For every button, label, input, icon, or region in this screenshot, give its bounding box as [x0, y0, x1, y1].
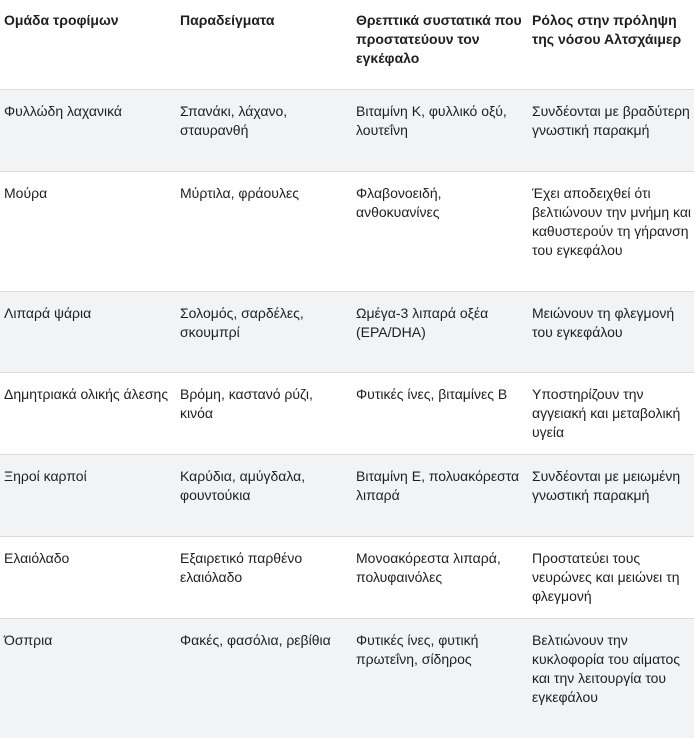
cell-role: Υποστηρίζουν την αγγειακή και μεταβολική υγεία — [528, 373, 694, 455]
table-row — [0, 619, 694, 738]
cell-examples: Καρύδια, αμύγδαλα, φουντούκια — [176, 455, 352, 537]
cell-examples: Μύρτιλα, φράουλες — [176, 172, 352, 292]
cell-examples: Βρόμη, καστανό ρύζι, κινόα — [176, 373, 352, 455]
cell-role: Συνδέονται με μειωμένη γνωστική παρακμή — [528, 455, 694, 537]
cell-food-group: Λιπαρά ψάρια — [0, 292, 176, 373]
table-row — [0, 90, 694, 172]
cell-nutrients: Βιταμίνη Κ, φυλλικό οξύ, λουτεΐνη — [352, 90, 528, 172]
cell-food-group: Ελαιόλαδο — [0, 537, 176, 619]
cell-nutrients: Φυτικές ίνες, φυτική πρωτεΐνη, σίδηρος — [352, 619, 528, 738]
cell-food-group: Όσπρια — [0, 619, 176, 738]
header-nutrients: Θρεπτικά συστατικά που προστατεύουν τον εγκέφαλο — [352, 0, 528, 90]
table-row — [0, 455, 694, 537]
cell-examples: Σολομός, σαρδέλες, σκουμπρί — [176, 292, 352, 373]
table-row — [0, 373, 694, 455]
header-food-group: Ομάδα τροφίμων — [0, 0, 176, 90]
cell-nutrients: Φυτικές ίνες, βιταμίνες Β — [352, 373, 528, 455]
cell-role: Έχει αποδειχθεί ότι βελτιώνουν την μνήμη και καθυστερούν τη γήρανση του εγκεφάλου — [528, 172, 694, 292]
header-examples: Παραδείγματα — [176, 0, 352, 90]
cell-food-group: Μούρα — [0, 172, 176, 292]
table-row — [0, 172, 694, 292]
cell-food-group: Δημητριακά ολικής άλεσης — [0, 373, 176, 455]
table-row — [0, 537, 694, 619]
header-role: Ρόλος στην πρόληψη της νόσου Αλτσχάιμερ — [528, 0, 694, 90]
cell-role: Βελτιώνουν την κυκλοφορία του αίματος και την λειτουργία του εγκεφάλου — [528, 619, 694, 738]
cell-food-group: Φυλλώδη λαχανικά — [0, 90, 176, 172]
cell-examples: Φακές, φασόλια, ρεβίθια — [176, 619, 352, 738]
cell-nutrients: Μονοακόρεστα λιπαρά, πολυφαινόλες — [352, 537, 528, 619]
cell-role: Συνδέονται με βραδύτερη γνωστική παρακμή — [528, 90, 694, 172]
cell-examples: Σπανάκι, λάχανο, σταυρανθή — [176, 90, 352, 172]
cell-role: Μειώνουν τη φλεγμονή του εγκεφάλου — [528, 292, 694, 373]
cell-nutrients: Ωμέγα-3 λιπαρά οξέα (EPA/DHA) — [352, 292, 528, 373]
table-header-row — [0, 0, 694, 90]
cell-role: Προστατεύει τους νευρώνες και μειώνει τη φλεγμονή — [528, 537, 694, 619]
table-row — [0, 292, 694, 373]
cell-nutrients: Βιταμίνη Ε, πολυακόρεστα λιπαρά — [352, 455, 528, 537]
cell-nutrients: Φλαβονοειδή, ανθοκυανίνες — [352, 172, 528, 292]
cell-examples: Εξαιρετικό παρθένο ελαιόλαδο — [176, 537, 352, 619]
cell-food-group: Ξηροί καρποί — [0, 455, 176, 537]
